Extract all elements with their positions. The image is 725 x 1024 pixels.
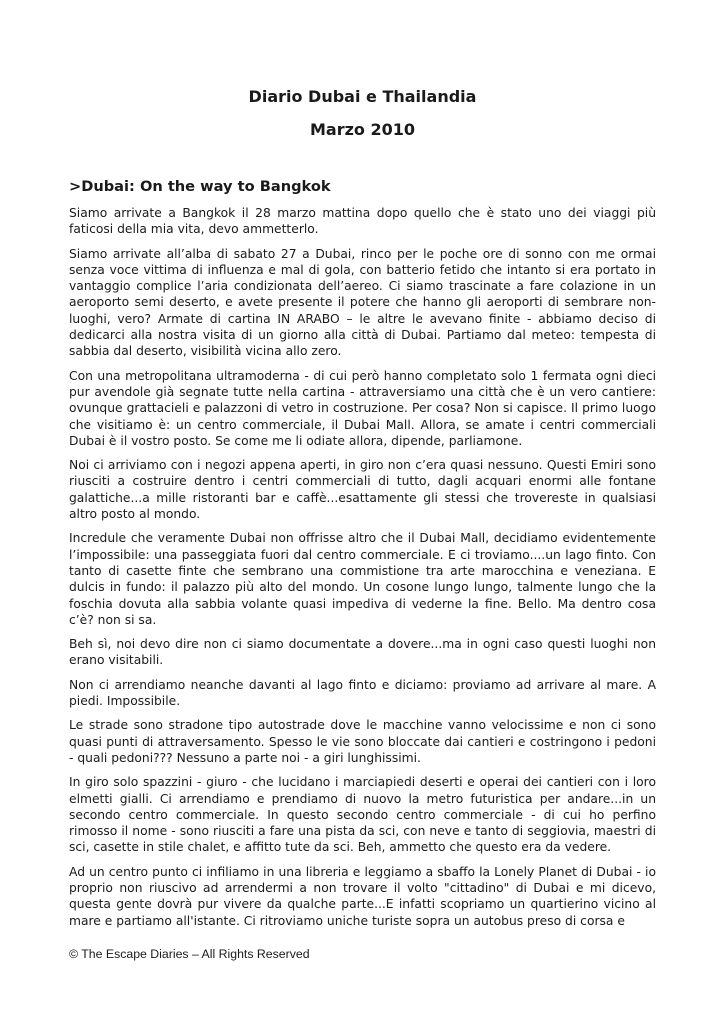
paragraph: Le strade sono stradone tipo autostrade dove le macchine vanno velocissime e non ci sono quasi punti di attraversamento. Spesso le vie sono bloccate dai cantieri e costringono i pedoni - quali pedoni??? Nessuno a parte noi - a giri lunghissimi.	[69, 718, 656, 765]
paragraph: Beh sì, noi devo dire non ci siamo documentate a dovere...ma in ogni caso questi luoghi non erano visitabili.	[69, 637, 656, 668]
paragraph: In giro solo spazzini - giuro - che lucidano i marciapiedi deserti e operai dei cantieri con i loro elmetti gialli. Ci arrendiamo e prendiamo di nuovo la metro futuristica per andare...in un secondo centro commerciale. In questo secondo centro commerciale - di cui ho perfino rimosso il nome - sono riusciti a fare una pista da sci, con neve e tanto di seggiovia, maestri di sci, casette in stile chalet, e affitto tute da sci. Beh, ammetto che questo era da vedere.	[69, 775, 656, 855]
paragraph: Incredule che veramente Dubai non offrisse altro che il Dubai Mall, decidiamo evidentemente l’impossibile: una passeggiata fuori dal centro commerciale. E ci troviamo....un lago finto. Con tanto di casette finte che sembrano una commistione tra arte marocchina e veneziana. E dulcis in fundo: il palazzo più alto del mondo. Un cosone lungo lungo, talmente lungo che la foschia dovuta alla sabbia volante quasi impediva di vederne la fine. Bello. Ma dentro cosa c’è? non si sa.	[69, 531, 656, 627]
paragraph: Siamo arrivate all’alba di sabato 27 a Dubai, rinco per le poche ore di sonno con me ormai senza voce vittima di influenza e mal di gola, con batterio fetido che intanto si era portato in vantaggio complice l’aria condizionata dell’aereo. Ci siamo trascinate a fare colazione in un aeroporto semi deserto, e avete presente il potere che hanno gli aeroporti di sembrare non-luoghi, vero? Armate di cartina IN ARABO – le altre le avevano finite - abbiamo deciso di dedicarci alla nostra visita di un giorno alla città di Dubai. Partiamo dal meteo: tempesta di sabbia dal deserto, visibilità vicina allo zero.	[69, 246, 656, 359]
paragraph: Non ci arrendiamo neanche davanti al lago finto e diciamo: proviamo ad arrivare al mare. A piedi. Impossibile.	[69, 677, 656, 709]
paragraph: Con una metropolitana ultramoderna - di cui però hanno completato solo 1 fermata ogni dieci pur avendole già segnate tutte nella cartina - attraversiamo una città che è un vero cantiere: ovunque grattacieli e palazzoni di vetro in costruzione. Per cosa? Non si capisce. Il primo luogo che visitiamo è: un centro commerciale, il Dubai Mall. Allora, se amate i centri commerciali Dubai è il vostro posto. Se come me li odiate allora, dipende, parliamone.	[69, 368, 656, 448]
paragraph: Ad un centro punto ci infiliamo in una libreria e leggiamo a sbaffo la Lonely Planet di Dubai - io proprio non riuscivo ad arrendermi a non trovare il volto "cittadino" di Dubai e mi dicevo, questa gente dovrà pur vivere da qualche parte...E infatti scopriamo un quartierino vicino al mare e partiamo all'istante. Ci ritroviamo uniche turiste sopra un autobus preso di corsa e	[69, 864, 656, 928]
paragraph: Siamo arrivate a Bangkok il 28 marzo mattina dopo quello che è stato uno dei viaggi più faticosi della mia vita, devo ammetterlo.	[69, 206, 656, 237]
document-title: Diario Dubai e Thailandia	[248, 87, 477, 106]
copyright-footer: © The Escape Diaries – All Rights Reserved	[69, 947, 310, 961]
paragraph: Noi ci arriviamo con i negozi appena aperti, in giro non c’era quasi nessuno. Questi Emiri sono riusciti a costruire dentro i centri commerciali di tutto, dagli acquari enormi alle fontane galattiche...a mille ristoranti bar e caffè...esattamente gli stessi che trovereste in qualsiasi altro posto al mondo.	[69, 458, 656, 522]
section-heading: >Dubai: On the way to Bangkok	[69, 178, 331, 195]
document-subtitle: Marzo 2010	[309, 120, 415, 139]
body-text	[69, 205, 656, 937]
